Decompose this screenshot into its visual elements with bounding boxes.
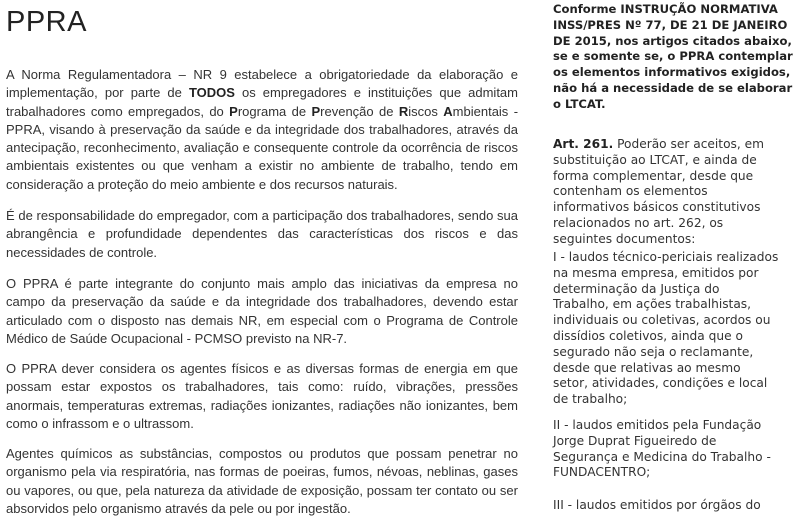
p1-text-e: iscos [408,103,444,119]
paragraph-nr9 [6,66,518,194]
p1-text-d: revenção de [320,103,399,119]
paragraph-agentes-fisicos: O PPRA dever considera os agentes físicos e as diversas formas de energia em que possam estar expostos os trabalhadores, tais como: ruído, vibrações, pressões anormais, temperaturas extremas, radiações ionizantes, radiações não ionizantes, bem como o infrassom e o ultrassom. [6,361,518,431]
art-label: Art. 261. [553,137,614,151]
paragraph-agentes-quimicos: Agentes químicos as substâncias, compostos ou produtos que possam penetrar no organismo pela via respiratória, nas formas de poeiras, fumos, névoas, neblinas, gases ou vapores, ou que, pela natureza da atividade de exposição, possam ter contato ou ser absorvidos pelo organismo através da pele ou por ingestão. [6,446,518,516]
sidebar-item-i: I - laudos técnico-periciais realizados na mesma empresa, emitidos por determinação da Justiça do Trabalho, em ações trabalhistas, individuais ou coletivas, acordos ou dissídios coletivos, ainda que o segurado não seja o reclamante, desde que relativas ao mesmo setor, atividades, condições e local de trabalho; [553,250,779,407]
sidebar-item-ii: II - laudos emitidos pela Fundação Jorge Duprat Figueiredo de Segurança e Medicina do Trabalho - FUNDACENTRO; [553,418,771,480]
p1-text-c: rograma de [237,103,312,119]
p1-letter-a: A [443,103,453,119]
sidebar-heading: Conforme INSTRUÇÃO NORMATIVA INSS/PRES Nº 77, DE 21 DE JANEIRO DE 2015, nos artigos citados abaixo, se e somente se, o PPRA contemplar os elementos informativos exigidos, não há a necessidade de se elaborar o LTCAT. [553,2,793,111]
sidebar-item-iii: III - laudos emitidos por órgãos do [553,498,761,512]
p1-letter-p2: P [311,103,321,119]
page-title: PPRA [6,6,87,38]
p1-letter-r: R [398,103,409,119]
p1-text-a: A Norma Regulamentadora – NR 9 estabelece a obrigatoriedade da elaboração e implementação, por parte de [6,67,518,101]
paragraph-responsabilidade: É de responsabilidade do empregador, com a participação dos trabalhadores, sendo sua abrangência e profundidade dependentes das características dos riscos e das necessidades de controle. [6,208,518,260]
main-content [6,0,519,516]
sidebar-art-261 [553,137,779,248]
p1-todos: TODOS [188,85,235,101]
art-text: Poderão ser aceitos, em substituição ao LTCAT, e ainda de forma complementar, desde que contenham os elementos informativos básicos constitutivos relacionados no art. 262, os seguintes documentos: [553,137,764,246]
p1-letter-p: P [229,103,238,119]
paragraph-pcmso: O PPRA é parte integrante do conjunto mais amplo das iniciativas da empresa no campo da preservação da saúde e da integridade dos trabalhadores, devendo estar articulado com o disposto nas demais NR, em especial com o Programa de Controle Médico de Saúde Ocupacional - PCMSO previsto na NR-7. [6,276,518,346]
p1-text-b: os empregadores e instituições que admitam trabalhadores como empregados, do [6,85,518,119]
p1-text-f: mbientais - PPRA, visando à preservação da saúde e da integridade dos trabalhadores, através da antecipação, reconhecimento, avaliação e consequente controle da ocorrência de riscos ambientais existentes ou que venham a existir no ambiente de trabalho, tendo em consideração a proteção do meio ambiente e dos recursos naturais. [6,103,519,192]
